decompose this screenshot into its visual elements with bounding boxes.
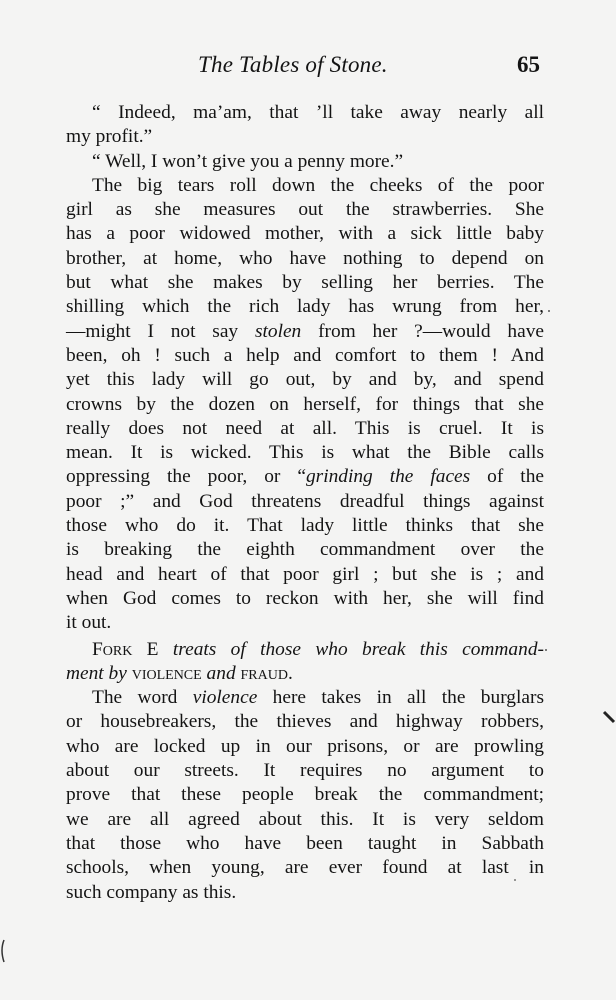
page-number: 65 [517, 52, 540, 77]
text-line: about our streets. It requires no argument to [66, 760, 544, 782]
text-line: crowns by the dozen on herself, for things that she [66, 393, 544, 415]
scan-mark [2, 940, 4, 962]
text-line: but what she makes by selling her berries. The [66, 272, 544, 294]
text-line: shilling which the rich lady has wrung from her, [66, 296, 544, 318]
text-line: prove that these people break the commandment; [66, 784, 544, 806]
text-run: oppressing the poor, or “ [66, 466, 306, 488]
text-line: brother, at home, who have nothing to depend on [66, 247, 544, 269]
text-line: who are locked up in our prisons, or are prowling [66, 735, 544, 757]
text-line: those who do it. That lady little thinks that she [66, 515, 544, 537]
emphasis-run: grinding the faces [305, 466, 471, 488]
text-line: mean. It is wicked. This is what the Bible calls [66, 442, 544, 464]
emphasis-run: violence [192, 687, 258, 709]
scan-speck [514, 879, 516, 881]
text-line: when God comes to reckon with her, she will find [66, 587, 544, 609]
text-line: that those who have been taught in Sabbath [66, 832, 544, 854]
text-line: yet this lady will go out, by and by, and spend [66, 369, 544, 391]
scan-speck [548, 310, 550, 312]
text-line: been, oh ! such a help and comfort to them ! And [66, 344, 544, 366]
fork-label: Fork E [92, 638, 159, 660]
scan-mark [604, 712, 614, 722]
emphasis-run: and [201, 662, 241, 684]
text-line: such company as this. [66, 881, 237, 903]
text-line: head and heart of that poor girl ; but she is ; and [66, 563, 544, 585]
scan-speck [545, 649, 547, 651]
text-line: really does not need at all. This is cruel. It is [66, 417, 544, 439]
text-line: is breaking the eighth commandment over the [66, 539, 544, 561]
text-run: The word [92, 687, 193, 709]
text-line: or housebreakers, the thieves and highway robbers, [66, 711, 544, 733]
text-run: . [287, 662, 293, 684]
running-title: The Tables of Stone. [198, 52, 388, 77]
text-run: of the [470, 466, 544, 488]
emphasis-run: stolen [254, 320, 302, 342]
text-line: “ Indeed, ma’am, that ’ll take away nearly all [92, 102, 544, 123]
text-line: “ Well, I won’t give you a penny more.” [92, 150, 404, 172]
text-run: here takes in all the burglars [257, 687, 544, 709]
text-line: it out. [66, 612, 112, 634]
text-line: my profit.” [66, 126, 153, 148]
text-line: schools, when young, are ever found at last in [66, 857, 544, 879]
text-run: from her ?—would have [301, 320, 544, 342]
text-line: has a poor widowed mother, with a sick little baby [66, 223, 544, 245]
small-caps-run: fraud [240, 662, 288, 684]
text-line: The big tears roll down the cheeks of the poor [92, 174, 544, 196]
text-line: girl as she measures out the strawberries. She [66, 199, 544, 221]
emphasis-run: treats of those who break this command- [158, 638, 544, 660]
text-line: poor ;” and God threatens dreadful things against [66, 490, 544, 512]
text-run: —might I not say [66, 320, 255, 342]
small-caps-run: violence [131, 662, 202, 684]
emphasis-run: ment by [66, 662, 132, 684]
text-line: we are all agreed about this. It is very seldom [66, 808, 544, 830]
